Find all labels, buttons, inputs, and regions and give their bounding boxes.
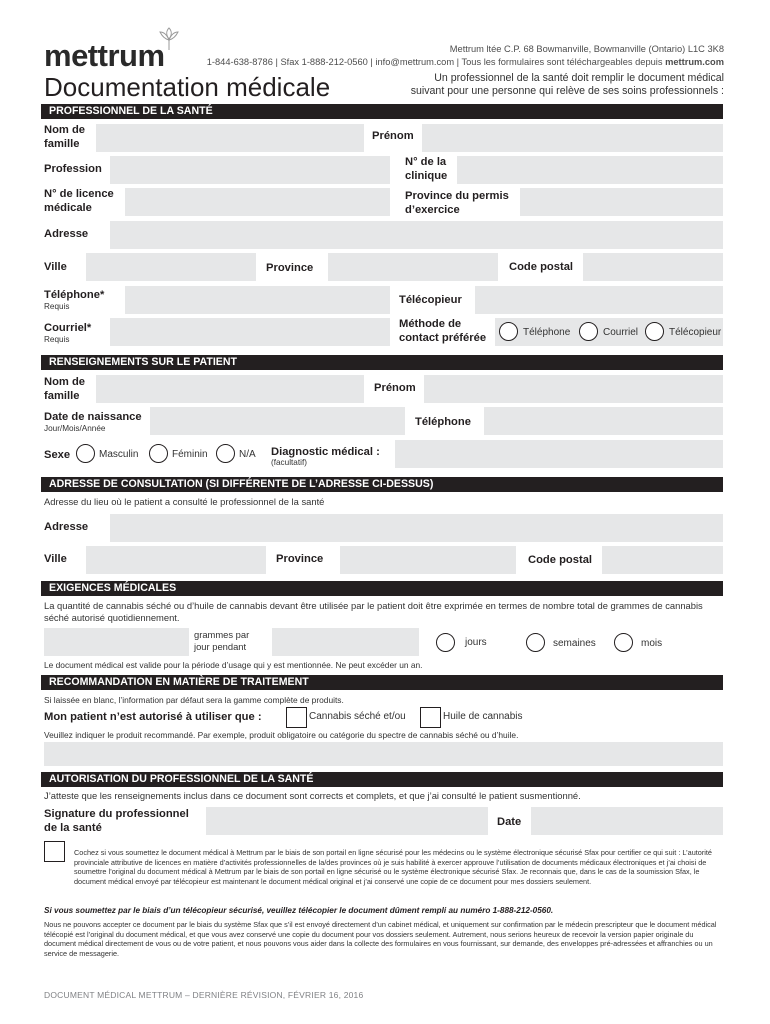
auth-closing: Nous ne pouvons accepter ce document par le biais du système Sfax que s’il est envoyé directement d’un cabinet médical, et uniquement sur confirmation par le médecin prescripteur que le document médical télécopié est l’original du document médical, et que vous avez conservé une copie du document pour vos dossiers seulement. Autrement, nous serions heureux de recevoir la version papier originale du document médical directement de vous ou de votre patient, et nous pouvons vous aider dans la collecte des formulaires en vous fournissant, sur demande, des enveloppes pré-adressées et affranchies ou un service de messagerie. — [44, 920, 717, 958]
hp-nom-famille-field[interactable] — [96, 124, 364, 152]
consult-ville-field[interactable] — [86, 546, 266, 574]
consult-desc: Adresse du lieu où le patient a consulté le professionnel de la santé — [44, 496, 325, 507]
consult-adresse-field[interactable] — [110, 514, 723, 542]
reco-indiquer: Veuillez indiquer le produit recommandé. Par exemple, produit obligatoire ou catégorie du spectre de cannabis séché ou d’huile. — [44, 730, 519, 740]
exig-desc: La quantité de cannabis séché ou d’huile de cannabis devant être utilisée par le patient doit être exprimée en termes de nombre total de grammes de cannabis séché autorisé quotidiennement. — [44, 600, 703, 623]
company-address: Mettrum ltée C.P. 68 Bowmanville, Bowmanville (Ontario) L1C 3K8 — [449, 44, 724, 54]
section-bar-authorization: AUTORISATION DU PROFESSIONNEL DE LA SANTÉ — [41, 772, 723, 787]
section-bar-medical-requirements: EXIGENCES MÉDICALES — [41, 581, 723, 596]
hp-nom-famille-label: Nom de famille — [44, 124, 86, 150]
hp-code-postal-label: Code postal — [509, 261, 574, 273]
hp-telephone-label: Téléphone* — [44, 289, 105, 301]
hp-prenom-label: Prénom — [372, 130, 414, 142]
opt-contact-telephone-label: Téléphone — [523, 327, 571, 338]
hp-no-licence-field[interactable] — [125, 188, 390, 216]
reco-desc: Si laissée en blanc, l’information par défaut sera la gamme complète de produits. — [44, 695, 344, 705]
brand-logo: mettrum — [44, 38, 165, 73]
hp-no-licence-label: N° de licence médicale — [44, 188, 114, 214]
hp-adresse-label: Adresse — [44, 228, 89, 240]
contact-site-link[interactable]: mettrum.com — [665, 57, 724, 67]
reco-produit-field[interactable] — [44, 742, 723, 766]
hp-province-permis-label: Province du permis d’exercice — [405, 190, 509, 216]
radio-sexe-masculin[interactable] — [76, 444, 95, 463]
contact-text: 1-844-638-8786 | Sfax 1-888-212-0560 | info@mettrum.com | Tous les formulaires sont téléchargeables depuis — [206, 57, 666, 67]
consult-province-field[interactable] — [340, 546, 516, 574]
patient-date-format: Jour/Mois/Année — [44, 424, 106, 433]
auth-date-field[interactable] — [531, 807, 723, 835]
hp-province-label: Province — [266, 262, 314, 274]
auth-signature-field[interactable] — [206, 807, 488, 835]
hp-telephone-required: Requis — [44, 302, 70, 311]
hp-courriel-required: Requis — [44, 335, 70, 344]
consult-code-postal-field[interactable] — [602, 546, 723, 574]
checkbox-huile-cannabis[interactable] — [420, 707, 441, 728]
patient-telephone-label: Téléphone — [415, 416, 471, 428]
reco-autorise-label: Mon patient n’est autorisé à utiliser que : — [44, 711, 262, 723]
patient-diagnostic-field[interactable] — [395, 440, 723, 468]
opt-na-label: N/A — [239, 449, 256, 460]
patient-telephone-field[interactable] — [484, 407, 723, 435]
hp-telecopieur-field[interactable] — [475, 286, 723, 314]
patient-date-naissance-label: Date de naissance — [44, 411, 142, 423]
intro-text: Un professionnel de la santé doit remplir le document médical suivant pour une personne qui relève de ses soins professionnels : — [410, 72, 724, 97]
grammes-label: grammes par jour pendant — [194, 629, 250, 652]
auth-signature-label: Signature du professionnel de la santé — [44, 808, 189, 834]
radio-sexe-na[interactable] — [216, 444, 235, 463]
patient-prenom-label: Prénom — [374, 382, 416, 394]
hp-courriel-field[interactable] — [110, 318, 390, 346]
hp-courriel-label: Courriel* — [44, 322, 92, 334]
opt-feminin-label: Féminin — [172, 449, 208, 460]
hp-prenom-field[interactable] — [422, 124, 723, 152]
consult-code-postal-label: Code postal — [528, 554, 593, 566]
radio-semaines[interactable] — [526, 633, 545, 652]
patient-sexe-label: Sexe — [44, 449, 71, 461]
hp-no-clinique-label: N° de la clinique — [405, 156, 448, 182]
cannabis-leaf-icon — [156, 26, 182, 52]
checkbox-sfax-certify[interactable] — [44, 841, 65, 862]
hp-code-postal-field[interactable] — [583, 253, 723, 281]
patient-diagnostic-optional: (facultatif) — [271, 458, 307, 467]
auth-atteste: J’atteste que les renseignements inclus dans ce document sont corrects et complets, et que j’ai consulté le patient susmentionné. — [44, 790, 581, 801]
hp-province-field[interactable] — [328, 253, 498, 281]
patient-prenom-field[interactable] — [424, 375, 723, 403]
opt-huile-cannabis-label: Huile de cannabis — [443, 711, 523, 722]
auth-fax-notice: Si vous soumettez par le biais d’un télécopieur sécurisé, veuillez télécopier le document dûment rempli au numéro 1-888-212-0560. — [44, 906, 554, 915]
hp-adresse-field[interactable] — [110, 221, 723, 249]
opt-cannabis-seche-label: Cannabis séché et/ou — [309, 711, 406, 722]
hp-province-permis-field[interactable] — [520, 188, 723, 216]
auth-sfax-text: Cochez si vous soumettez le document médical à Mettrum par le biais de son portail en ligne sécurisé pour les médecins ou le système électronique sécurisé Sfax pour certifier ce qui suit : L’autorité provinciale attributive de licences en matière d’activités professionnelles de la/des provinces où je suis habilité à exercer approuve l’utilisation de documents médicaux électroniques et j’ai choisi de soumettre l’original du document médical à Mettrum par le biais de son portail en ligne sécurisé ou le système électronique sécurisé Sfax. Je reconnais que, dans le cas de la soumission Sfax, le document médical envoyé par télécopieur est maintenant le document médical original et j’ai conservé une copie de ce document pour mes dossiers seulement. — [74, 848, 712, 886]
opt-semaines-label: semaines — [553, 638, 596, 649]
opt-jours-label: jours — [465, 637, 487, 648]
page-title: Documentation médicale — [44, 72, 331, 102]
radio-jours[interactable] — [436, 633, 455, 652]
hp-ville-field[interactable] — [86, 253, 256, 281]
section-bar-patient: RENSEIGNEMENTS SUR LE PATIENT — [41, 355, 723, 370]
checkbox-cannabis-seche[interactable] — [286, 707, 307, 728]
hp-methode-label: Méthode de contact préférée — [399, 318, 487, 344]
section-bar-treatment: RECOMMANDATION EN MATIÈRE DE TRAITEMENT — [41, 675, 723, 690]
company-contact — [207, 57, 724, 67]
radio-mois[interactable] — [614, 633, 633, 652]
hp-telecopieur-label: Télécopieur — [399, 294, 462, 306]
hp-profession-label: Profession — [44, 163, 102, 175]
patient-nom-famille-label: Nom de famille — [44, 376, 86, 402]
hp-profession-field[interactable] — [110, 156, 390, 184]
opt-mois-label: mois — [641, 638, 663, 649]
validite-note: Le document médical est valide pour la période d’usage qui y est mentionnée. Ne peut excéder un an. — [44, 660, 423, 670]
opt-contact-courriel-label: Courriel — [603, 327, 639, 338]
hp-no-clinique-field[interactable] — [457, 156, 723, 184]
patient-diagnostic-label: Diagnostic médical : — [271, 446, 380, 458]
hp-telephone-field[interactable] — [125, 286, 390, 314]
radio-sexe-feminin[interactable] — [149, 444, 168, 463]
section-bar-health-professional: PROFESSIONNEL DE LA SANTÉ — [41, 104, 723, 119]
radio-contact-courriel[interactable] — [579, 322, 598, 341]
opt-masculin-label: Masculin — [99, 449, 139, 460]
auth-date-label: Date — [497, 816, 522, 828]
consult-adresse-label: Adresse — [44, 521, 89, 533]
opt-contact-telecopieur-label: Télécopieur — [669, 327, 722, 338]
footer-revision: DOCUMENT MÉDICAL METTRUM – DERNIÈRE RÉVISION, FÉVRIER 16, 2016 — [44, 990, 364, 1000]
patient-nom-famille-field[interactable] — [96, 375, 364, 403]
consult-province-label: Province — [276, 553, 324, 565]
hp-ville-label: Ville — [44, 261, 67, 273]
section-bar-consultation: ADRESSE DE CONSULTATION (SI DIFFÉRENTE DE L’ADRESSE CI-DESSUS) — [41, 477, 723, 492]
grammes-field[interactable] — [44, 628, 189, 656]
patient-date-naissance-field[interactable] — [150, 407, 405, 435]
radio-contact-telecopieur[interactable] — [645, 322, 664, 341]
consult-ville-label: Ville — [44, 553, 67, 565]
duree-field[interactable] — [272, 628, 419, 656]
radio-contact-telephone[interactable] — [499, 322, 518, 341]
